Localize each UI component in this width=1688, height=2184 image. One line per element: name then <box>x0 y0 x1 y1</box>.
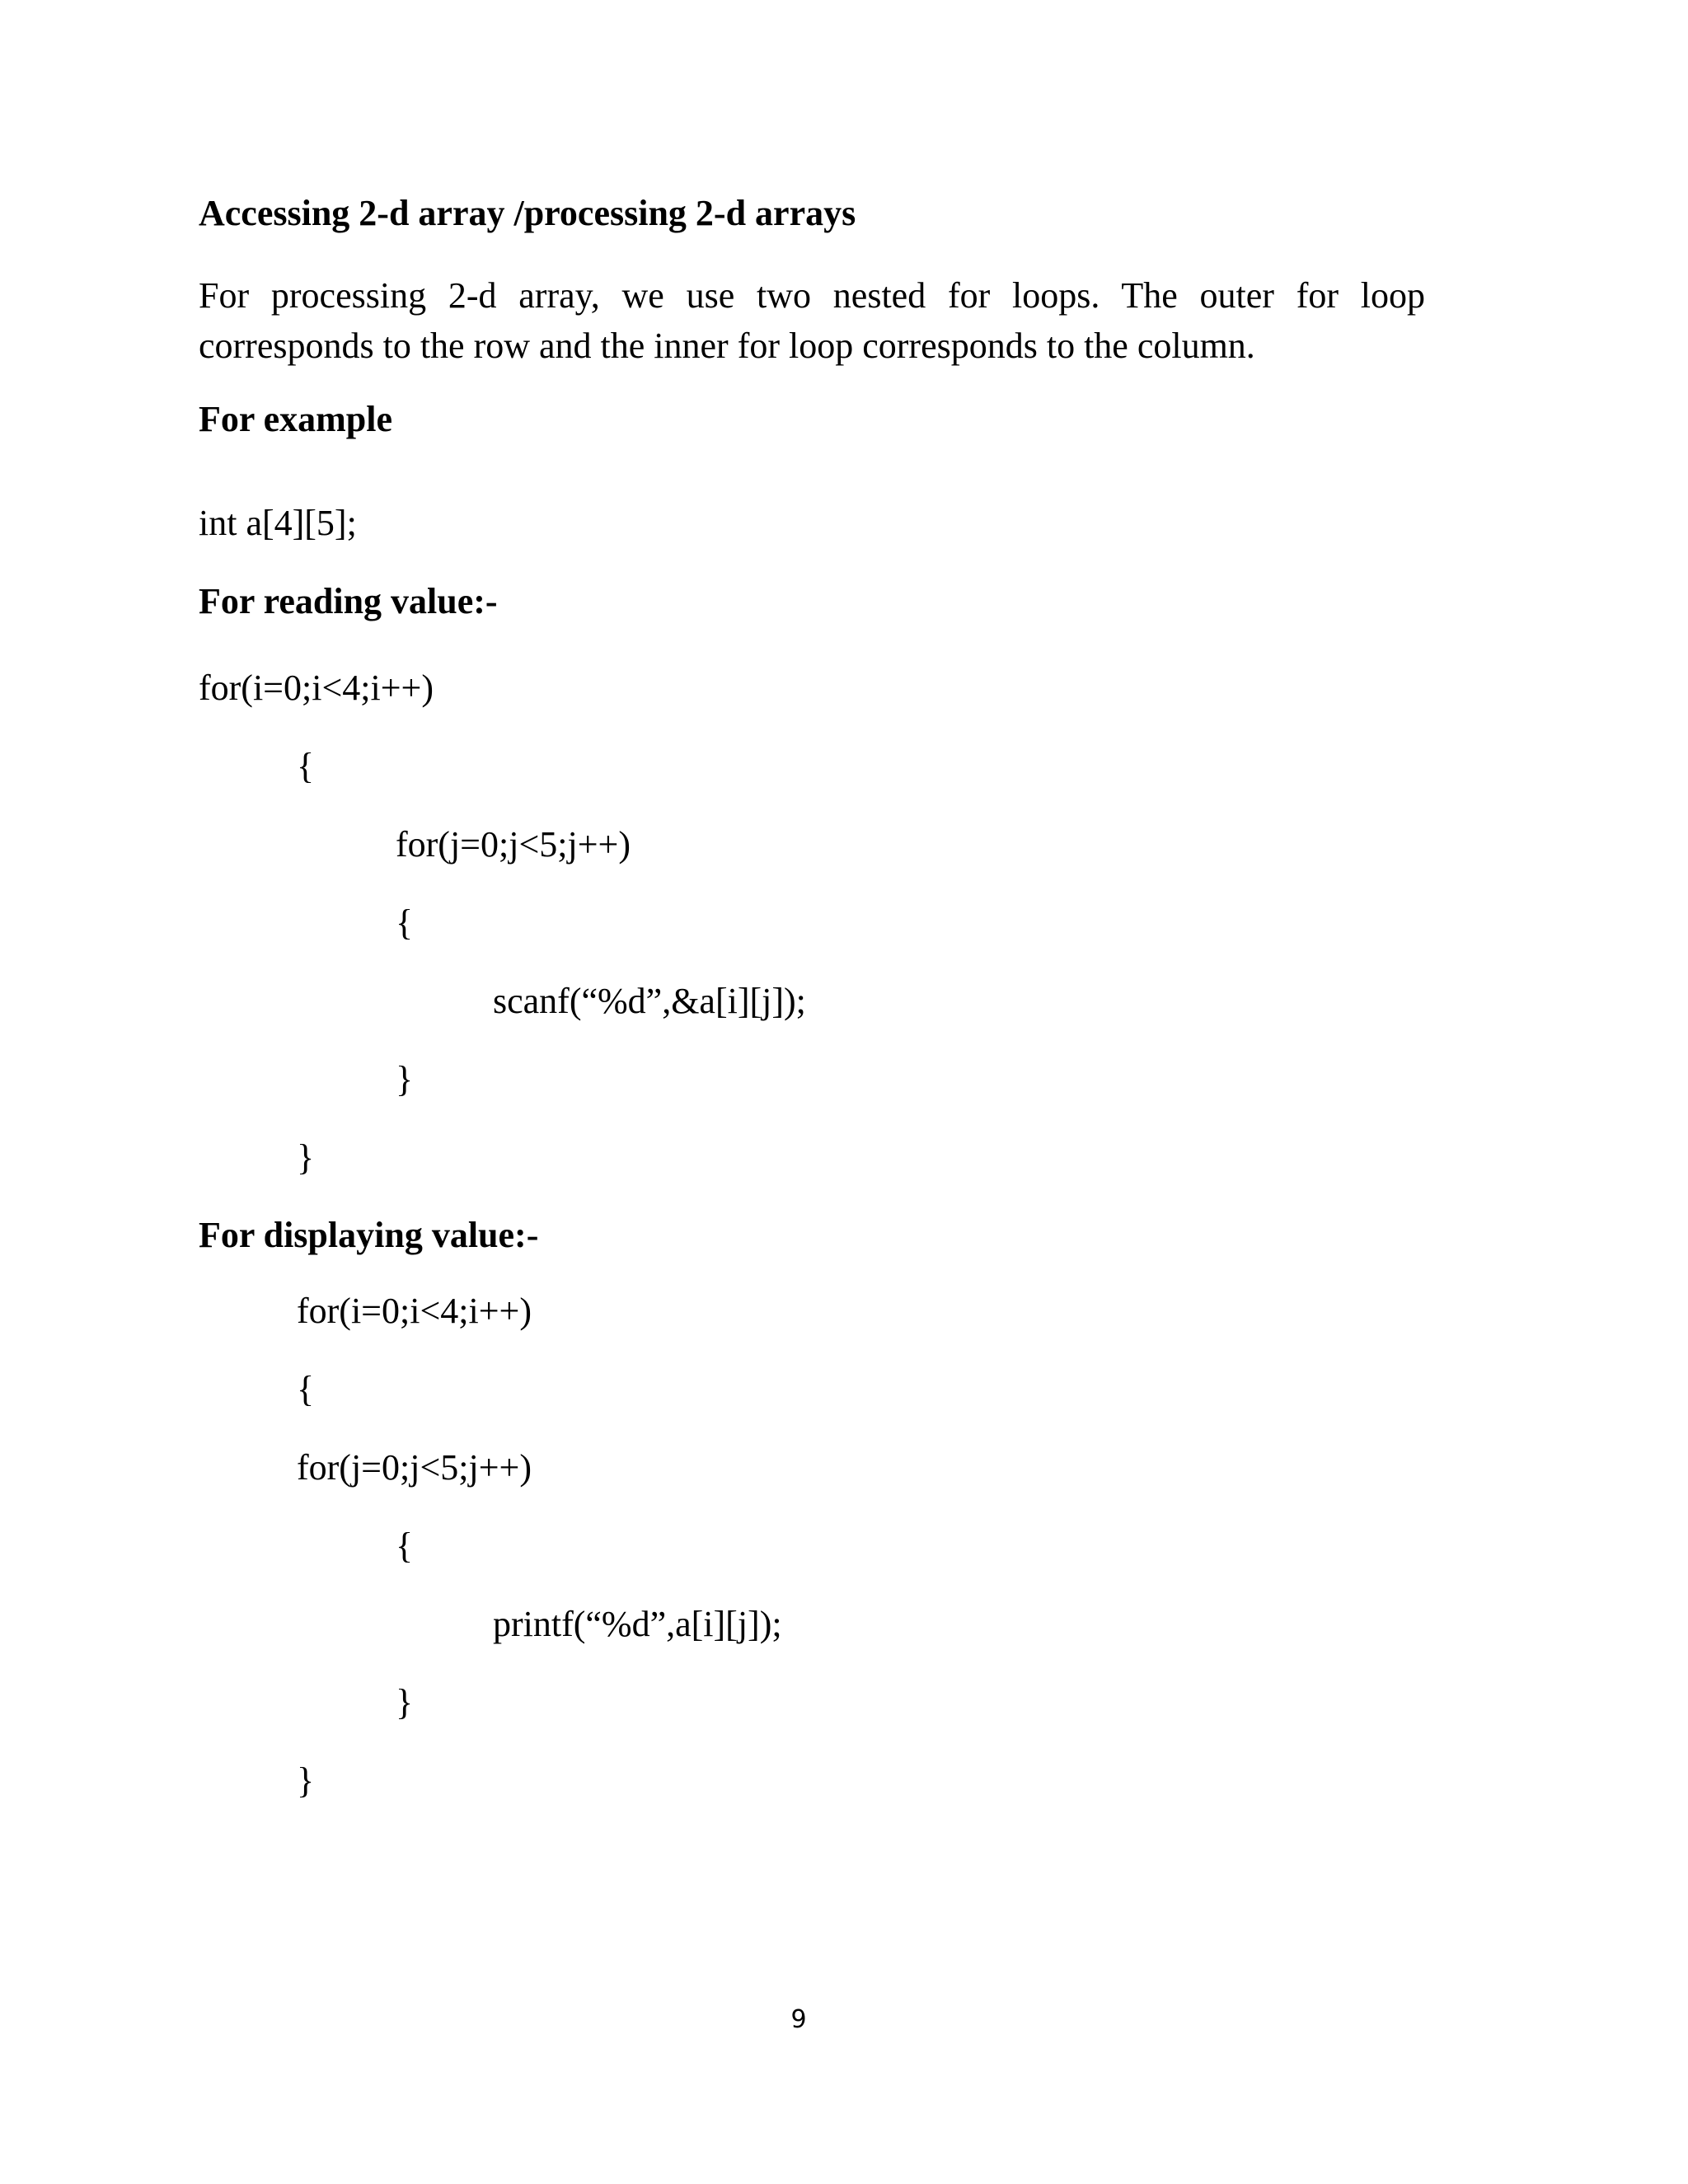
displaying-outer-loop: for(i=0;i<4;i++) <box>297 1291 532 1331</box>
reading-label: For reading value:- <box>199 581 498 621</box>
displaying-label: For displaying value:- <box>199 1215 539 1255</box>
reading-outer-close-brace: } <box>297 1137 315 1178</box>
reading-inner-open-brace: { <box>396 902 414 943</box>
page-number: 9 <box>790 2005 807 2034</box>
reading-inner-close-brace: } <box>396 1059 414 1099</box>
displaying-printf-statement: printf(“%d”,a[i][j]); <box>493 1604 782 1644</box>
example-label: For example <box>199 399 393 439</box>
displaying-inner-open-brace: { <box>396 1526 414 1566</box>
array-declaration: int a[4][5]; <box>199 503 357 543</box>
reading-scanf-statement: scanf(“%d”,&a[i][j]); <box>493 981 806 1021</box>
reading-outer-loop: for(i=0;i<4;i++) <box>199 668 434 708</box>
section-heading: Accessing 2-d array /processing 2-d arrays <box>199 193 856 233</box>
displaying-outer-close-brace: } <box>297 1760 315 1801</box>
displaying-inner-loop: for(j=0;j<5;j++) <box>297 1447 532 1488</box>
reading-outer-open-brace: { <box>297 746 315 786</box>
displaying-outer-open-brace: { <box>297 1369 315 1409</box>
intro-paragraph: For processing 2-d array, we use two nested for loops. The outer for loop corresponds to the row and the inner for loop corresponds to the column. <box>199 275 1425 366</box>
displaying-inner-close-brace: } <box>396 1682 414 1722</box>
reading-inner-loop: for(j=0;j<5;j++) <box>396 824 631 865</box>
